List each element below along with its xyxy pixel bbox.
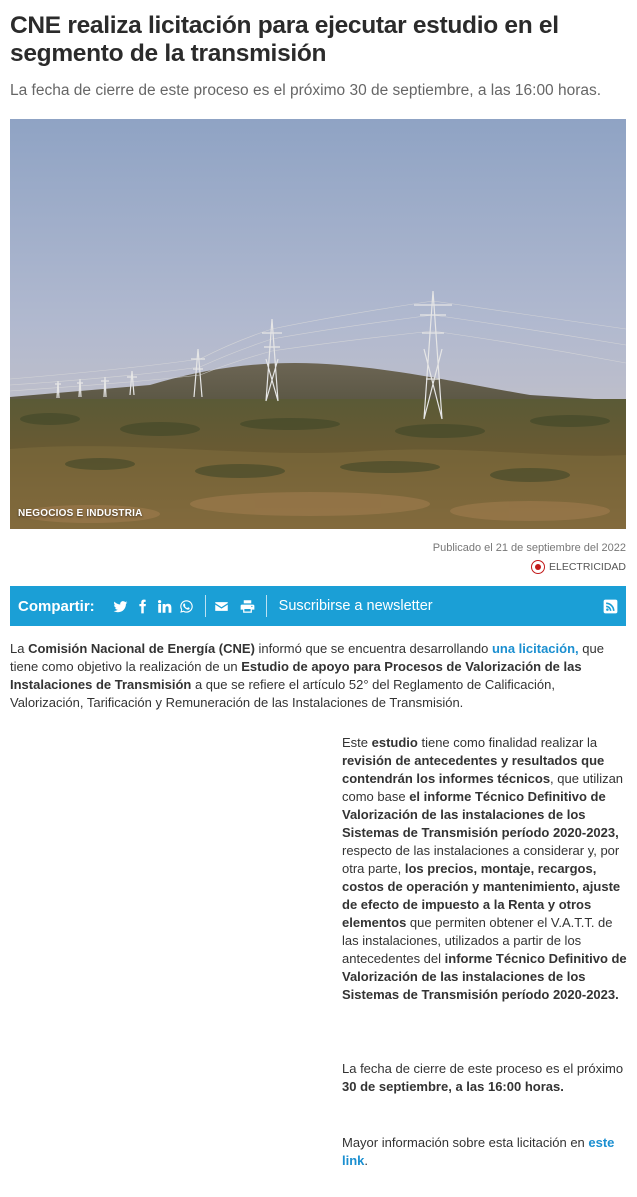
newsletter-link[interactable]: Suscribirse a newsletter <box>278 598 433 614</box>
article-paragraph-intro: La Comisión Nacional de Energía (CNE) informó que se encuentra desarrollando una licitación, que tiene como objetivo la realización de un Estudio de apoyo para Procesos de Valorización de las Instalaciones de Transmisión a que se refiere el artículo 52° del Reglamento de Calificación, Valorización, Tarificación y Remuneración de las Instalaciones de Transmisión. <box>10 641 604 710</box>
print-icon[interactable] <box>240 598 256 614</box>
este-link[interactable]: este link <box>342 1135 615 1168</box>
twitter-icon[interactable] <box>113 598 129 614</box>
hero-image <box>10 119 626 529</box>
email-icon[interactable] <box>214 598 230 614</box>
article-subtitle: La fecha de cierre de este proceso es el próximo 30 de septiembre, a las 16:00 horas. <box>10 82 602 99</box>
divider <box>205 595 206 617</box>
target-icon <box>531 560 545 574</box>
article-paragraph-study: Este estudio tiene como finalidad realizar la revisión de antecedentes y resultados que contendrán los informes técnicos, que utilizan como base el informe Técnico Definitivo de Valorización de las instalaciones de los Sistemas de Transmisión período 2020-2023, respecto de las instalaciones a considerar y, por otra parte, los precios, montaje, recargos, costos de operación y mantenimiento, ajuste de efecto de impuesto a la Renta y otros elementos que permiten obtener el V.A.T.T. de las instalaciones, utilizados a partir de los antecedentes del informe Técnico Definitivo de Valorización de las instalaciones de los Sistemas de Transmisión período 2020-2023. <box>342 735 627 1002</box>
article-title: CNE realiza licitación para ejecutar estudio en el segmento de la transmisión <box>10 12 559 67</box>
divider <box>266 595 267 617</box>
whatsapp-icon[interactable] <box>179 598 195 614</box>
category-label: ELECTRICIDAD <box>548 561 626 573</box>
published-date: Publicado el 21 de septiembre del 2022 <box>432 542 626 554</box>
category-link[interactable] <box>531 559 626 575</box>
rss-icon[interactable] <box>603 599 618 614</box>
article-paragraph-deadline: La fecha de cierre de este proceso es el próximo 30 de septiembre, a las 16:00 horas. <box>342 1061 624 1094</box>
hero-category-tag[interactable]: NEGOCIOS E INDUSTRIA <box>18 508 143 519</box>
article-paragraph-more-info: Mayor información sobre esta licitación en este link. <box>342 1135 615 1168</box>
share-bar <box>10 586 626 626</box>
facebook-icon[interactable] <box>135 598 151 614</box>
share-label: Compartir: <box>18 597 95 615</box>
linkedin-icon[interactable] <box>157 598 173 614</box>
licitacion-link[interactable]: una licitación, <box>491 641 579 656</box>
